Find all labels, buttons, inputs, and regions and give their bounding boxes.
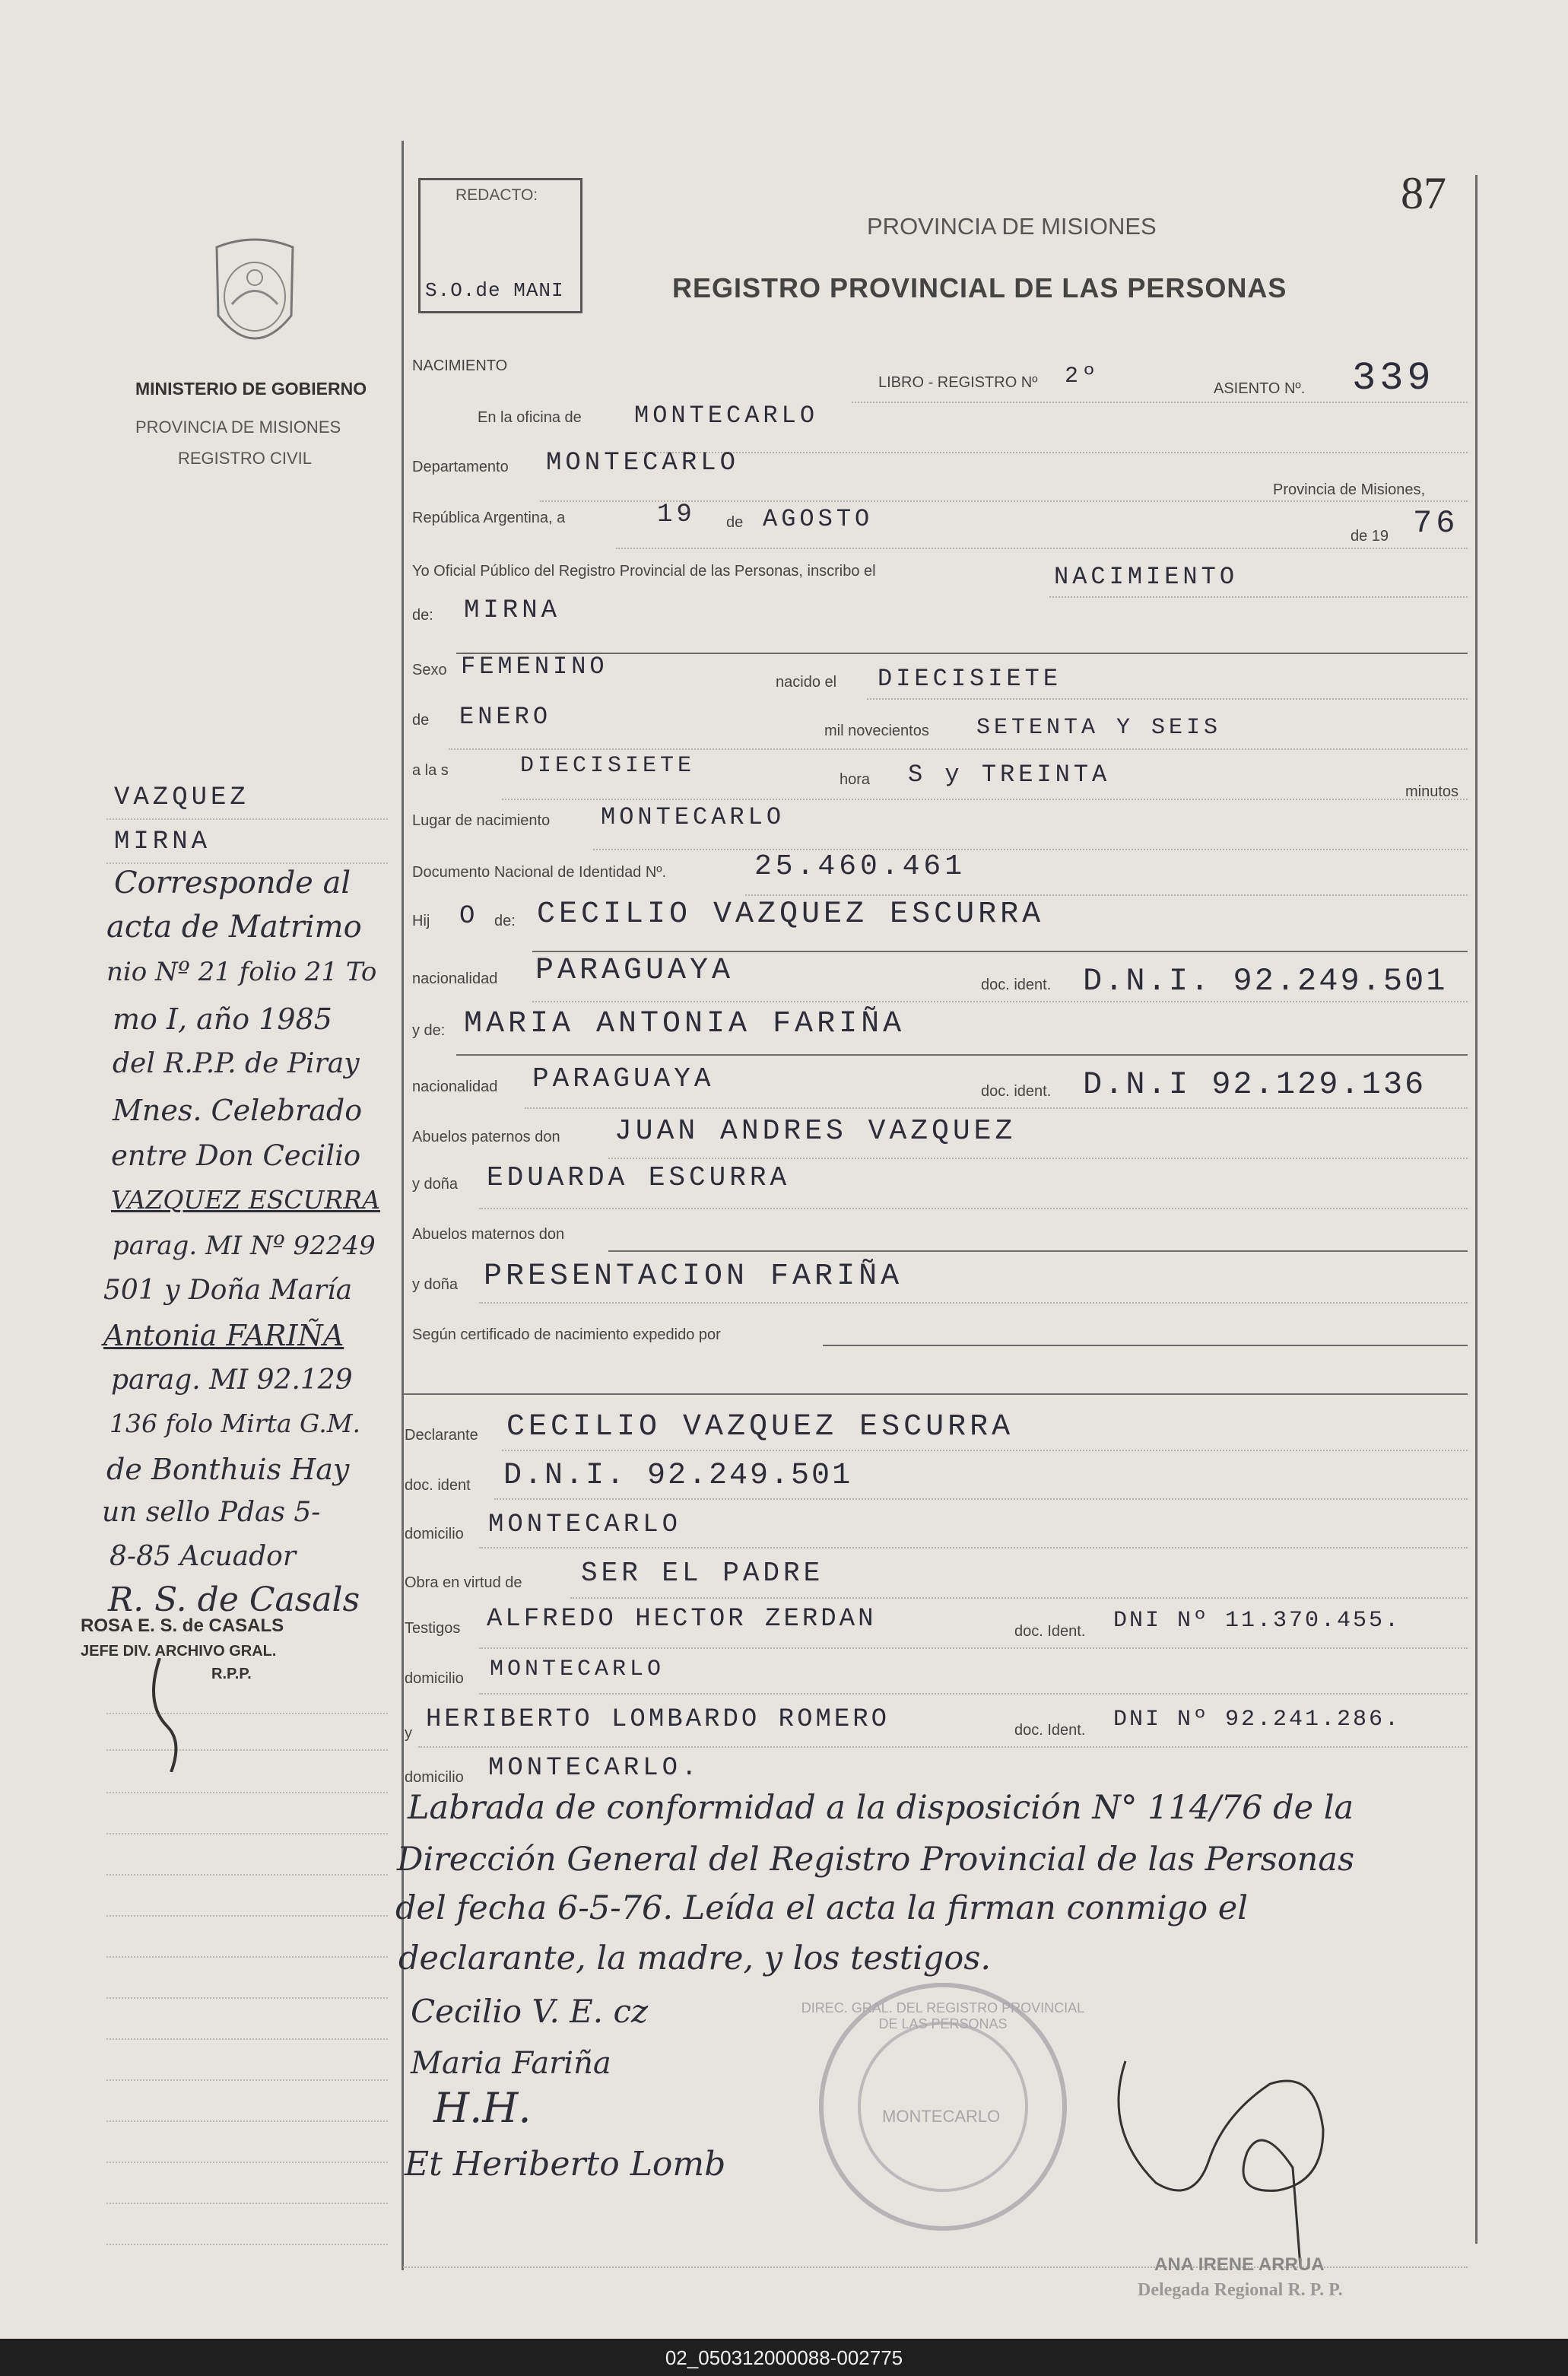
footer-bar — [0, 2339, 1568, 2376]
note-line-3: del fecha 6-5-76. Leída el acta la firman conmigo el — [395, 1889, 1248, 1927]
margin-line-3: nio Nº 21 folio 21 To — [106, 957, 377, 987]
coat-of-arms-icon — [202, 232, 308, 361]
hijo-de: de: — [494, 913, 516, 929]
mil-value: SETENTA Y SEIS — [976, 715, 1222, 741]
margin-rule — [106, 2120, 388, 2122]
hora-value: S y TREINTA — [908, 761, 1111, 789]
abuela-mat-value: PRESENTACION FARIÑA — [484, 1259, 903, 1294]
official-name: ANA IRENE ARRUA — [1154, 2254, 1325, 2275]
round-seal-text: DIREC. GRAL. DEL REGISTRO PROVINCIAL DE LAS PERSONAS — [801, 2000, 1085, 2031]
margin-stamp-line-2: JEFE DIV. ARCHIVO GRAL. — [81, 1643, 277, 1660]
margin-rule — [106, 2162, 388, 2163]
nac1-label: nacionalidad — [412, 970, 498, 987]
ministry-line-3: REGISTRO CIVIL — [178, 449, 313, 468]
margin-rule — [106, 862, 388, 864]
redacto-value: S.O.de MANI — [425, 279, 564, 302]
section-rule — [403, 1393, 1468, 1395]
oficial-value: NACIMIENTO — [1054, 563, 1239, 591]
row-rule — [494, 1498, 1468, 1500]
testigos-label: Testigos — [405, 1620, 461, 1637]
doc1-value: D.N.I. 92.249.501 — [1083, 963, 1448, 999]
yde-label: y de: — [412, 1022, 446, 1039]
row-solid-rule — [608, 1250, 1468, 1252]
row-rule — [867, 698, 1468, 700]
minutos-label: minutos — [1405, 783, 1459, 800]
row-rule — [570, 1597, 1468, 1599]
row-rule — [627, 452, 1468, 453]
sexo-value: FEMENINO — [461, 653, 608, 681]
doc4-label: doc. Ident. — [1014, 1623, 1086, 1640]
margin-line-2: acta de Matrimo — [106, 910, 362, 945]
redacto-box — [418, 178, 582, 313]
row-rule — [449, 748, 1468, 750]
madre-value: MARIA ANTONIA FARIÑA — [464, 1007, 906, 1041]
row-rule — [616, 548, 1468, 549]
republica-label: República Argentina, a — [412, 510, 566, 526]
note-line-1: Labrada de conformidad a la disposición N° 114/76 de la — [408, 1789, 1354, 1827]
margin-rule — [106, 1956, 388, 1958]
mes-value: ENERO — [459, 703, 552, 731]
ydona1-label: y doña — [412, 1176, 459, 1193]
padre-value: CECILIO VAZQUEZ ESCURRA — [537, 897, 1045, 932]
libro-label: LIBRO - REGISTRO Nº — [878, 374, 1038, 391]
margin-line-15: un sello Pdas 5- — [102, 1497, 321, 1528]
row-solid-rule — [823, 1345, 1468, 1346]
domicilio3-label: domicilio — [405, 1769, 464, 1786]
margin-stamp-line-1: ROSA E. S. de CASALS — [81, 1615, 284, 1636]
abuelos-mat-label: Abuelos maternos don — [412, 1226, 565, 1243]
signature-madre: Maria Fariña — [411, 2046, 611, 2081]
margin-line-4: mo I, año 1985 — [113, 1002, 332, 1036]
redacto-label: REDACTO: — [455, 186, 538, 204]
margin-rule — [106, 1792, 388, 1793]
de3-label: de — [412, 712, 430, 729]
margin-rule — [106, 818, 388, 820]
domicilio2-label: domicilio — [405, 1670, 464, 1687]
nacido-value: DIECISIETE — [878, 665, 1062, 693]
doc1-label: doc. ident. — [981, 977, 1052, 993]
domicilio3-value: MONTECARLO. — [488, 1754, 701, 1783]
libro-value: 2º — [1065, 364, 1100, 389]
row-rule — [852, 402, 1468, 403]
margin-line-16: 8-85 Acuador — [110, 1541, 297, 1572]
de-label: de — [726, 514, 744, 531]
day-value: 19 — [657, 500, 696, 529]
row-rule — [593, 849, 1468, 850]
margin-line-6: Mnes. Celebrado — [113, 1094, 363, 1127]
dni-label: Documento Nacional de Identidad Nº. — [412, 864, 667, 881]
signature-testigo-2: Et Heriberto Lomb — [405, 2145, 726, 2184]
ministry-line-1: MINISTERIO DE GOBIERNO — [135, 379, 367, 399]
margin-heading-1: VAZQUEZ — [114, 783, 249, 812]
row-solid-rule — [456, 1054, 1468, 1056]
doc2-value: D.N.I 92.129.136 — [1083, 1066, 1427, 1103]
row-rule — [479, 1302, 1468, 1304]
domicilio2-value: MONTECARLO — [490, 1657, 665, 1682]
oficial-label: Yo Oficial Público del Registro Provincial de las Personas, inscribo el — [412, 563, 876, 580]
sexo-label: Sexo — [412, 662, 447, 678]
oficina-label: En la oficina de — [478, 409, 582, 426]
margin-rule — [106, 1997, 388, 1999]
hijo-label: Hij — [412, 913, 430, 929]
alas-label: a la s — [412, 762, 449, 779]
registry-title: REGISTRO PROVINCIAL DE LAS PERSONAS — [672, 272, 1287, 303]
oficina-value: MONTECARLO — [634, 402, 819, 430]
ydona2-label: y doña — [412, 1276, 459, 1293]
margin-rule — [106, 2079, 388, 2081]
hora-label: hora — [840, 771, 871, 788]
y-label: y — [405, 1725, 412, 1742]
margin-rule — [106, 1833, 388, 1834]
doc3-value: D.N.I. 92.249.501 — [503, 1459, 853, 1493]
margin-line-7: entre Don Cecilio — [111, 1139, 361, 1172]
departamento-label: Departamento — [412, 459, 509, 475]
margin-line-11: Antonia FARIÑA — [103, 1319, 344, 1352]
doc5-label: doc. Ident. — [1014, 1722, 1086, 1739]
row-solid-rule — [532, 951, 1468, 952]
lugar-value: MONTECARLO — [601, 803, 786, 831]
nacimiento-label: NACIMIENTO — [412, 357, 508, 374]
abuelos-pat-label: Abuelos paternos don — [412, 1129, 560, 1145]
ministry-line-2: PROVINCIA DE MISIONES — [135, 418, 341, 437]
row-rule — [479, 1647, 1468, 1649]
obra-label: Obra en virtud de — [405, 1574, 522, 1591]
asiento-value: 339 — [1352, 356, 1435, 401]
year-value: 76 — [1413, 505, 1459, 542]
margin-rule — [106, 2203, 388, 2204]
name-value: MIRNA — [464, 596, 561, 625]
nac2-value: PARAGUAYA — [532, 1063, 715, 1094]
doc4-value: DNI Nº 11.370.455. — [1113, 1608, 1401, 1634]
margin-line-1: Corresponde al — [114, 866, 351, 901]
abuela-pat-value: EDUARDA ESCURRA — [487, 1162, 791, 1193]
doc5-value: DNI Nº 92.241.286. — [1113, 1707, 1401, 1733]
departamento-value: MONTECARLO — [546, 449, 740, 478]
nac1-value: PARAGUAYA — [535, 954, 735, 988]
margin-rule — [106, 1915, 388, 1917]
margin-signature: R. S. de Casals — [108, 1580, 360, 1619]
year-prefix: de 19 — [1351, 528, 1389, 545]
obra-value: SER EL PADRE — [581, 1558, 824, 1589]
note-line-2: Dirección General del Registro Provincial de las Personas — [397, 1841, 1355, 1879]
province-title: PROVINCIA DE MISIONES — [867, 213, 1157, 240]
round-seal-center: MONTECARLO — [882, 2107, 1001, 2126]
official-signature — [1095, 2038, 1369, 2266]
note-line-4: declarante, la madre, y los testigos. — [398, 1939, 992, 1977]
row-rule — [479, 1547, 1468, 1549]
row-rule — [745, 894, 1468, 896]
margin-line-8: VAZQUEZ ESCURRA — [111, 1185, 381, 1215]
provincia-label: Provincia de Misiones, — [1273, 481, 1426, 498]
margin-rule — [106, 1874, 388, 1876]
signature-testigo-1: H.H. — [433, 2084, 532, 2132]
row-rule — [479, 1208, 1468, 1209]
alas-value: DIECISIETE — [520, 753, 696, 779]
row-rule — [532, 1001, 1468, 1002]
certificado-label: Según certificado de nacimiento expedido por — [412, 1326, 721, 1343]
mil-label: mil novecientos — [824, 723, 929, 739]
row-rule — [418, 1746, 1468, 1748]
margin-rule — [106, 2244, 388, 2245]
margin-line-14: de Bonthuis Hay — [106, 1453, 350, 1486]
declarante-value: CECILIO VAZQUEZ ESCURRA — [506, 1410, 1014, 1444]
hijo-o: O — [459, 902, 479, 931]
nacido-label: nacido el — [776, 674, 837, 691]
signature-declarante: Cecilio V. E. cz — [411, 1993, 649, 2030]
official-title: Delegada Regional R. P. P. — [1138, 2280, 1343, 2300]
margin-rule — [106, 2038, 388, 2040]
row-rule — [1049, 596, 1468, 598]
margin-signature-stroke — [137, 1658, 198, 1772]
margin-heading-2: MIRNA — [114, 827, 211, 856]
margin-line-9: parag. MI Nº 92249 — [113, 1231, 376, 1261]
domicilio1-label: domicilio — [405, 1526, 464, 1542]
asiento-label: ASIENTO Nº. — [1214, 380, 1306, 397]
abuelo-pat-value: JUAN ANDRES VAZQUEZ — [614, 1115, 1017, 1148]
dni-value: 25.460.461 — [754, 850, 967, 883]
row-rule — [502, 799, 1468, 800]
margin-line-10: 501 y Doña María — [103, 1275, 353, 1306]
de2-label: de: — [412, 607, 433, 624]
testigo2-value: HERIBERTO LOMBARDO ROMERO — [426, 1705, 890, 1734]
doc2-label: doc. ident. — [981, 1083, 1052, 1100]
domicilio1-value: MONTECARLO — [488, 1510, 682, 1539]
footer-id: 02_050312000088-002775 — [665, 2346, 903, 2369]
margin-stamp-line-3: R.P.P. — [211, 1666, 252, 1682]
page-number: 87 — [1401, 168, 1446, 218]
month-value: AGOSTO — [763, 505, 874, 533]
row-rule — [479, 1693, 1468, 1695]
lugar-label: Lugar de nacimiento — [412, 812, 551, 829]
margin-line-13: 136 folo Mirta G.M. — [110, 1409, 360, 1438]
frame-right-line — [1475, 175, 1478, 2244]
row-rule — [525, 1107, 1468, 1109]
row-rule — [608, 1158, 1468, 1159]
doc3-label: doc. ident — [405, 1477, 471, 1494]
declarante-label: Declarante — [405, 1427, 478, 1444]
row-rule — [502, 1450, 1468, 1451]
margin-line-12: parag. MI 92.129 — [111, 1364, 353, 1396]
margin-line-5: del R.P.P. de Piray — [113, 1048, 360, 1079]
testigo1-value: ALFREDO HECTOR ZERDAN — [487, 1605, 877, 1634]
nac2-label: nacionalidad — [412, 1078, 498, 1095]
